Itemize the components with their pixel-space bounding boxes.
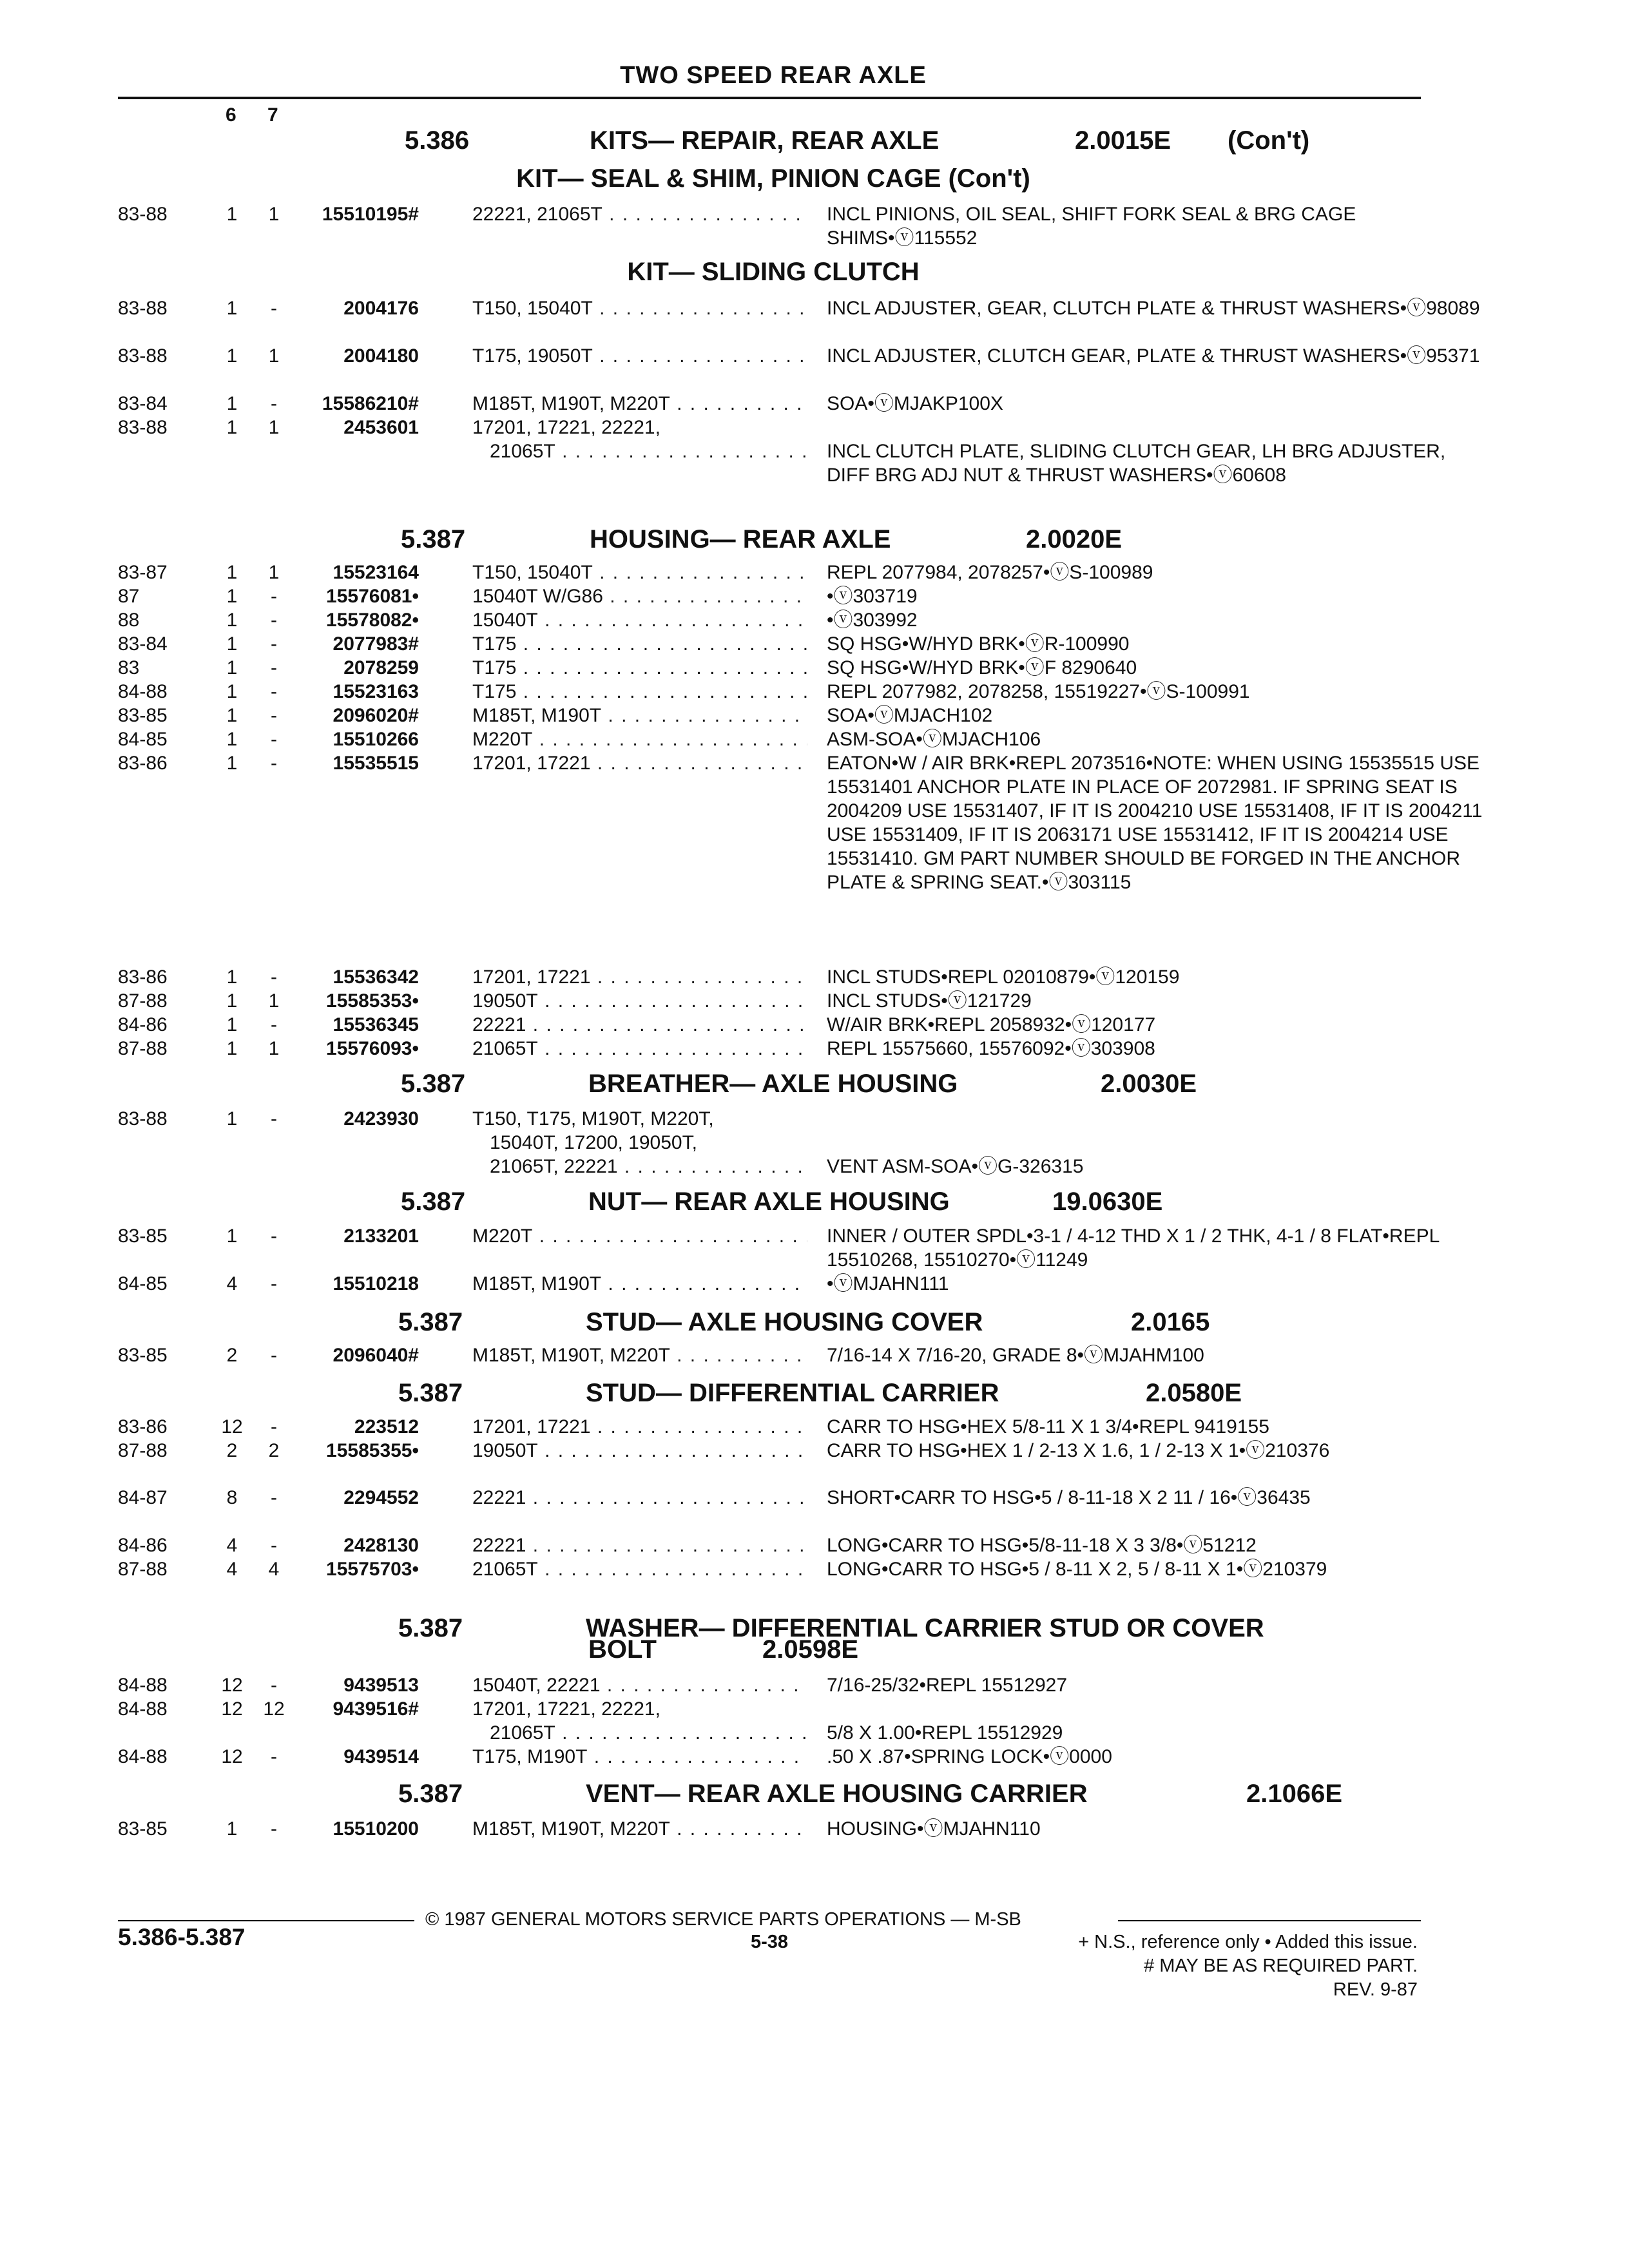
year-range: 83-86 — [118, 753, 168, 774]
year-range: 87 — [118, 586, 140, 607]
section-code: 2.1066E — [1246, 1780, 1343, 1808]
qty-col7: - — [271, 1014, 277, 1035]
qty-col7: 1 — [268, 1038, 280, 1059]
qty-col6: 1 — [226, 1818, 238, 1840]
year-range: 83-86 — [118, 1416, 168, 1437]
qty-col7: - — [271, 610, 277, 631]
qty-col7: - — [271, 586, 277, 607]
description: 7/16-14 X 7/16-20, GRADE 8•ⓥMJAHM100 — [827, 1345, 1204, 1366]
model-list: T150, 15040T . . . — [472, 296, 807, 320]
model-list: M185T, M190T, M220T . . . — [472, 1343, 807, 1367]
description: EATON•W / AIR BRK•REPL 2073516•NOTE: WHEN USING 15535515 USE 15531401 ANCHOR PLATE IN PLACE OF 2072981. IF SPRING SEAT IS 2004209 USE 15531407, IF IT IS 2004210 USE 15531408, IF IT IS 2004211 USE 15531409, IF IT IS 2063171 USE 15531412, IF IT IS 2004214 USE 15531410. GM PART NUMBER SHOULD BE FORGED IN THE ANCHOR PLATE & SPRING SEAT.•ⓥ303115 — [827, 753, 1483, 893]
model-list: 15040T W/G86 . . . — [472, 584, 807, 608]
description: CARR TO HSG•HEX 1 / 2-13 X 1.6, 1 / 2-13 X 1•ⓥ210376 — [827, 1440, 1330, 1461]
qty-col7: - — [271, 729, 277, 750]
description: SQ HSG•W/HYD BRK•ⓥR-100990 — [827, 633, 1130, 655]
part-number: 15510200 — [333, 1818, 419, 1840]
qty-col6: 4 — [226, 1535, 238, 1556]
year-range: 87-88 — [118, 1038, 168, 1059]
model-list: T175, M190T . . . — [472, 1745, 807, 1769]
part-number: 15576093• — [326, 1038, 419, 1059]
year-range: 84-86 — [118, 1014, 168, 1035]
model-list: 22221 . . . — [472, 1533, 807, 1557]
model-list: 22221 . . . — [472, 1486, 807, 1510]
year-range: 84-88 — [118, 1746, 168, 1767]
qty-col7: - — [271, 1273, 277, 1294]
part-number: 9439514 — [343, 1746, 419, 1767]
column-7-header: 7 — [267, 104, 278, 126]
part-number: 15510218 — [333, 1273, 419, 1294]
year-range: 84-88 — [118, 1675, 168, 1696]
qty-col7: - — [271, 681, 277, 702]
qty-col7: 1 — [268, 562, 280, 583]
part-number: 2077983# — [333, 633, 419, 655]
year-range: 87-88 — [118, 990, 168, 1012]
part-number: 2453601 — [343, 417, 419, 438]
qty-col6: 1 — [226, 753, 238, 774]
part-number: 2133201 — [343, 1225, 419, 1247]
description: INCL STUDS•REPL 02010879•ⓥ120159 — [827, 966, 1180, 988]
qty-col6: 1 — [226, 345, 238, 367]
model-list: 15040T . . . — [472, 608, 807, 632]
qty-col6: 1 — [226, 1225, 238, 1247]
part-number: 15510195# — [322, 204, 419, 225]
section-number: 5.386 — [405, 126, 470, 155]
description: •ⓥMJAHN111 — [827, 1273, 949, 1294]
page-range: 5.386-5.387 — [118, 1924, 246, 1950]
model-list: T150, 15040T . . . — [472, 561, 807, 584]
year-range: 87-88 — [118, 1559, 168, 1580]
qty-col7: - — [271, 1225, 277, 1247]
qty-col7: 1 — [268, 417, 280, 438]
section-continued: (Con't) — [1228, 126, 1310, 155]
model-list: 17201, 17221 . . . — [472, 1415, 807, 1439]
section-stud-axle-housing-cover — [0, 1308, 1547, 1340]
qty-col7: - — [271, 393, 277, 414]
part-number: 2078259 — [343, 657, 419, 678]
model-list: 19050T . . . — [472, 989, 807, 1013]
part-number: 15535515 — [333, 753, 419, 774]
qty-col6: 1 — [226, 1038, 238, 1059]
section-code: 2.0030E — [1101, 1070, 1197, 1098]
qty-col7: - — [271, 966, 277, 988]
model-list: M185T, M190T, M220T . . . — [472, 1817, 807, 1841]
section-code: 2.0020E — [1026, 525, 1123, 553]
section-code: 19.0630E — [1052, 1187, 1163, 1216]
year-range: 83-84 — [118, 393, 168, 414]
qty-col7: - — [271, 1746, 277, 1767]
subsection-sliding-clutch: KIT— SLIDING CLUTCH — [627, 258, 920, 286]
section-title: WASHER— DIFFERENTIAL CARRIER STUD OR COVER — [586, 1614, 1264, 1642]
section-title: VENT— REAR AXLE HOUSING CARRIER — [586, 1780, 1088, 1808]
header-rule — [118, 97, 1421, 99]
model-list: M220T . . . — [472, 1224, 807, 1248]
year-range: 87-88 — [118, 1440, 168, 1461]
qty-col6: 12 — [221, 1675, 243, 1696]
description: 5/8 X 1.00•REPL 15512929 — [827, 1722, 1063, 1744]
qty-col7: - — [271, 753, 277, 774]
model-list: T175 . . . — [472, 680, 807, 704]
qty-col6: 1 — [226, 393, 238, 414]
qty-col6: 1 — [226, 204, 238, 225]
part-number: 15585353• — [326, 990, 419, 1012]
year-range: 83-88 — [118, 345, 168, 367]
year-range: 83-85 — [118, 1345, 168, 1366]
qty-col6: 1 — [226, 562, 238, 583]
description: HOUSING•ⓥMJAHN110 — [827, 1818, 1041, 1840]
part-number: 15578082• — [326, 610, 419, 631]
year-range: 83-88 — [118, 298, 168, 319]
section-number: 5.387 — [398, 1614, 463, 1642]
model-list: 22221 . . . — [472, 1013, 807, 1037]
part-number: 15523163 — [333, 681, 419, 702]
model-list-line2: 21065T . . . — [490, 1721, 807, 1745]
year-range: 84-88 — [118, 1698, 168, 1720]
description: REPL 2077984, 2078257•ⓥS-100989 — [827, 562, 1153, 583]
part-number: 2096020# — [333, 705, 419, 726]
year-range: 83-84 — [118, 633, 168, 655]
description: LONG•CARR TO HSG•5 / 8-11 X 2, 5 / 8-11 X 1•ⓥ210379 — [827, 1559, 1327, 1580]
model-list: 17201, 17221, 22221, — [472, 417, 660, 438]
model-list-line2: 15040T, 17200, 19050T, — [490, 1132, 697, 1153]
year-range: 83-86 — [118, 966, 168, 988]
qty-col7: - — [271, 1416, 277, 1437]
part-number: 2004176 — [343, 298, 419, 319]
year-range: 83-88 — [118, 1108, 168, 1129]
section-number: 5.387 — [401, 1187, 466, 1216]
model-list: 17201, 17221 . . . — [472, 751, 807, 775]
column-6-header: 6 — [226, 104, 236, 126]
qty-col7: - — [271, 633, 277, 655]
part-number: 15576081• — [326, 586, 419, 607]
description: •ⓥ303992 — [827, 610, 918, 631]
description: •ⓥ303719 — [827, 586, 918, 607]
section-washer-line2 — [0, 1635, 1547, 1667]
description: REPL 2077982, 2078258, 15519227•ⓥS-100991 — [827, 681, 1250, 702]
qty-col6: 1 — [226, 1014, 238, 1035]
year-range: 83-85 — [118, 705, 168, 726]
description: INCL ADJUSTER, GEAR, CLUTCH PLATE & THRUST WASHERS•ⓥ98089 — [827, 298, 1480, 319]
year-range: 84-88 — [118, 681, 168, 702]
description: SOA•ⓥMJAKP100X — [827, 393, 1003, 414]
part-number: 15586210# — [322, 393, 419, 414]
section-vent-rear-axle-housing-carrier — [0, 1780, 1547, 1812]
description: REPL 15575660, 15576092•ⓥ303908 — [827, 1038, 1155, 1059]
section-number: 5.387 — [398, 1780, 463, 1808]
year-range: 84-87 — [118, 1487, 168, 1508]
model-list: M185T, M190T, M220T . . . — [472, 392, 807, 416]
model-list: T150, T175, M190T, M220T, — [472, 1108, 714, 1129]
model-list: 17201, 17221 . . . — [472, 965, 807, 989]
qty-col7: 12 — [263, 1698, 285, 1720]
model-list: 15040T, 22221 . . . — [472, 1673, 807, 1697]
section-title: KITS— REPAIR, REAR AXLE — [590, 126, 940, 155]
part-number: 2096040# — [333, 1345, 419, 1366]
qty-col6: 4 — [226, 1559, 238, 1580]
model-list: M185T, M190T . . . — [472, 1272, 807, 1296]
qty-col6: 1 — [226, 610, 238, 631]
year-range: 83-85 — [118, 1818, 168, 1840]
year-range: 83-87 — [118, 562, 168, 583]
qty-col6: 1 — [226, 633, 238, 655]
qty-col6: 2 — [226, 1345, 238, 1366]
qty-col6: 1 — [226, 681, 238, 702]
description: LONG•CARR TO HSG•5/8-11-18 X 3 3/8•ⓥ51212 — [827, 1535, 1257, 1556]
model-list: T175 . . . — [472, 632, 807, 656]
year-range: 84-85 — [118, 729, 168, 750]
qty-col7: 4 — [268, 1559, 280, 1580]
page-number: 5-38 — [751, 1932, 789, 1952]
section-title: STUD— AXLE HOUSING COVER — [586, 1308, 983, 1336]
qty-col7: 1 — [268, 345, 280, 367]
part-number: 2294552 — [343, 1487, 419, 1508]
description: INCL PINIONS, OIL SEAL, SHIFT FORK SEAL & BRG CAGE SHIMS•ⓥ115552 — [827, 204, 1356, 249]
part-number: 15523164 — [333, 562, 419, 583]
qty-col6: 12 — [221, 1746, 243, 1767]
qty-col6: 12 — [221, 1698, 243, 1720]
qty-col7: - — [271, 657, 277, 678]
model-list-line2: 21065T . . . — [490, 439, 807, 463]
model-list: T175 . . . — [472, 656, 807, 680]
qty-col7: - — [271, 1108, 277, 1129]
qty-col6: 2 — [226, 1440, 238, 1461]
part-number: 9439513 — [343, 1675, 419, 1696]
qty-col6: 1 — [226, 990, 238, 1012]
qty-col7: - — [271, 1675, 277, 1696]
section-breather-axle-housing — [0, 1070, 1547, 1102]
qty-col6: 1 — [226, 729, 238, 750]
section-code: 2.0580E — [1146, 1379, 1242, 1407]
qty-col7: 2 — [268, 1440, 280, 1461]
part-number: 2004180 — [343, 345, 419, 367]
section-number: 5.387 — [398, 1379, 463, 1407]
description: SQ HSG•W/HYD BRK•ⓥF 8290640 — [827, 657, 1137, 678]
part-number: 15536342 — [333, 966, 419, 988]
qty-col7: 1 — [268, 990, 280, 1012]
model-list: M185T, M190T . . . — [472, 704, 807, 727]
qty-col6: 1 — [226, 657, 238, 678]
section-code: 2.0015E — [1075, 126, 1171, 155]
qty-col7: - — [271, 1818, 277, 1840]
section-title: STUD— DIFFERENTIAL CARRIER — [586, 1379, 999, 1407]
footer-rule-right — [1118, 1920, 1421, 1921]
legend-note-2: # MAY BE AS REQUIRED PART. — [1144, 1956, 1418, 1976]
section-number: 5.387 — [401, 1070, 466, 1098]
section-title: HOUSING— REAR AXLE — [590, 525, 891, 553]
section-title-line2: BOLT — [588, 1635, 657, 1664]
qty-col6: 12 — [221, 1416, 243, 1437]
description: SHORT•CARR TO HSG•5 / 8-11-18 X 2 11 / 16•ⓥ36435 — [827, 1487, 1311, 1508]
qty-col7: 1 — [268, 204, 280, 225]
page-title: TWO SPEED REAR AXLE — [620, 62, 927, 89]
description: 7/16-25/32•REPL 15512927 — [827, 1675, 1068, 1696]
qty-col7: - — [271, 1535, 277, 1556]
qty-col7: - — [271, 1487, 277, 1508]
legend-note-1: + N.S., reference only • Added this issue. — [1078, 1932, 1418, 1952]
year-range: 84-85 — [118, 1273, 168, 1294]
description: W/AIR BRK•REPL 2058932•ⓥ120177 — [827, 1014, 1156, 1035]
part-number: 15510266 — [333, 729, 419, 750]
section-number: 5.387 — [401, 525, 466, 553]
qty-col7: - — [271, 298, 277, 319]
model-list: M220T . . . — [472, 727, 807, 751]
description: INCL ADJUSTER, CLUTCH GEAR, PLATE & THRUST WASHERS•ⓥ95371 — [827, 345, 1480, 367]
section-nut-rear-axle-housing — [0, 1187, 1547, 1220]
year-range: 83 — [118, 657, 140, 678]
model-list: 17201, 17221, 22221, — [472, 1698, 660, 1720]
section-number: 5.387 — [398, 1308, 463, 1336]
qty-col6: 1 — [226, 1108, 238, 1129]
year-range: 83-88 — [118, 417, 168, 438]
description: INCL STUDS•ⓥ121729 — [827, 990, 1032, 1012]
section-kits-repair-rear-axle — [0, 126, 1547, 159]
footer-rule-left — [118, 1920, 414, 1921]
model-list: 21065T . . . — [472, 1557, 807, 1581]
qty-col7: - — [271, 1345, 277, 1366]
year-range: 83-85 — [118, 1225, 168, 1247]
model-list: 22221, 21065T . . . — [472, 202, 807, 226]
qty-col6: 1 — [226, 966, 238, 988]
description: SOA•ⓥMJACH102 — [827, 705, 993, 726]
part-number: 2428130 — [343, 1535, 419, 1556]
subsection-seal-shim: KIT— SEAL & SHIM, PINION CAGE (Con't) — [516, 164, 1030, 193]
section-title: BREATHER— AXLE HOUSING — [588, 1070, 958, 1098]
section-housing-rear-axle — [0, 525, 1547, 557]
part-number: 2423930 — [343, 1108, 419, 1129]
qty-col7: - — [271, 705, 277, 726]
model-list: 21065T . . . — [472, 1037, 807, 1061]
part-number: 223512 — [354, 1416, 419, 1437]
description: ASM-SOA•ⓥMJACH106 — [827, 729, 1041, 750]
section-stud-differential-carrier — [0, 1379, 1547, 1411]
description: VENT ASM-SOA•ⓥG-326315 — [827, 1156, 1084, 1177]
description: CARR TO HSG•HEX 5/8-11 X 1 3/4•REPL 9419155 — [827, 1416, 1269, 1437]
model-list-line3: 21065T, 22221 . . . — [490, 1155, 807, 1178]
qty-col6: 4 — [226, 1273, 238, 1294]
copyright-line: © 1987 GENERAL MOTORS SERVICE PARTS OPERATIONS — M-SB — [425, 1909, 1021, 1930]
model-list: T175, 19050T . . . — [472, 344, 807, 368]
section-title: NUT— REAR AXLE HOUSING — [588, 1187, 950, 1216]
qty-col6: 8 — [226, 1487, 238, 1508]
part-number: 9439516# — [333, 1698, 419, 1720]
qty-col6: 1 — [226, 705, 238, 726]
year-range: 88 — [118, 610, 140, 631]
part-number: 15575703• — [326, 1559, 419, 1580]
revision: REV. 9-87 — [1333, 1979, 1418, 2000]
year-range: 83-88 — [118, 204, 168, 225]
section-code: 2.0165 — [1131, 1308, 1210, 1336]
qty-col6: 1 — [226, 586, 238, 607]
year-range: 84-86 — [118, 1535, 168, 1556]
description: .50 X .87•SPRING LOCK•ⓥ0000 — [827, 1746, 1112, 1767]
model-list: 19050T . . . — [472, 1439, 807, 1463]
part-number: 15536345 — [333, 1014, 419, 1035]
section-code: 2.0598E — [762, 1635, 859, 1664]
part-number: 15585355• — [326, 1440, 419, 1461]
qty-col6: 1 — [226, 417, 238, 438]
description: INCL CLUTCH PLATE, SLIDING CLUTCH GEAR, LH BRG ADJUSTER, DIFF BRG ADJ NUT & THRUST WASHERS•ⓥ60608 — [827, 441, 1446, 486]
description: INNER / OUTER SPDL•3-1 / 4-12 THD X 1 / 2 THK, 4-1 / 8 FLAT•REPL 15510268, 15510270•ⓥ11249 — [827, 1225, 1440, 1271]
qty-col6: 1 — [226, 298, 238, 319]
